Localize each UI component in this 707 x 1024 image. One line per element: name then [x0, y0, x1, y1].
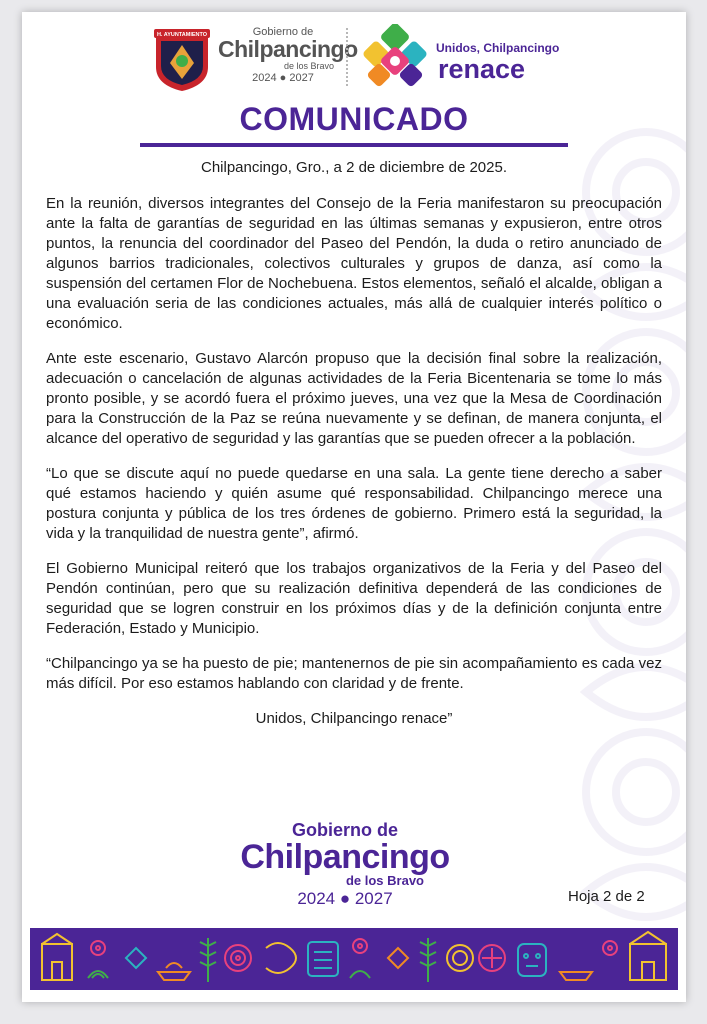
paragraph: “Lo que se discute aquí no puede quedarse en una sala. La gente tiene derecho a saber qué estamos haciendo y quién asume qué responsabilidad. Chilpancingo merece una postura conjunta y pública de los tres órdenes de gobierno. Primero está la seguridad, la vida y la tranquilidad de nuestra gente”, afirmó. [46, 465, 662, 542]
gov-line-4: 2024 ● 2027 [252, 72, 314, 84]
footer-government-logo [232, 820, 458, 910]
paragraph: En la reunión, diversos integrantes del Consejo de la Feria manifestaron su preocupación ante la falta de garantías de seguridad en las últimas semanas y expusieron, entre otros puntos, la renuncia del coordinador del Paseo del Pendón, la duda o retiro anunciado de algunos barrios tradicionales, colectivos culturales y grupos de danza, así como la suspensión del certamen Flor de Nochebuena. Estos elementos, señaló el alcalde, obligan a una evaluación seria de las condiciones actuales, más allá de cualquier interés político o económico. [46, 195, 662, 332]
band-ornaments [30, 928, 678, 990]
footer-gov-line-4: 2024 ● 2027 [297, 889, 393, 908]
paragraph: “Chilpancingo ya se ha puesto de pie; mantenernos de pie sin acompañamiento es cada vez más difícil. Por eso estamos hablando con claridad y de frente. [46, 655, 662, 692]
svg-text:H. AYUNTAMIENTO: H. AYUNTAMIENTO [156, 32, 208, 38]
page-number: Hoja 2 de 2 [568, 888, 645, 905]
gov-line-2: Chilpancingo [218, 36, 358, 62]
header-divider [346, 28, 348, 86]
renace-logo-text [436, 42, 559, 83]
document-body [46, 158, 662, 729]
cultural-pattern-band [30, 928, 678, 990]
footer-gov-line-1: Gobierno de [291, 820, 398, 840]
document-page [22, 12, 686, 1002]
closing-slogan: Unidos, Chilpancingo renace” [255, 710, 453, 727]
coat-of-arms-seal-icon [150, 23, 214, 93]
gov-line-3: de los Bravo [283, 61, 334, 71]
document-title: COMUNICADO [239, 101, 469, 137]
title-underline [140, 143, 568, 147]
renace-mosaic-logo-icon [360, 24, 432, 92]
renace-line-1: Unidos, Chilpancingo [436, 41, 560, 55]
paragraph: Ante este escenario, Gustavo Alarcón propuso que la decisión final sobre la realización, adecuación o cancelación de algunas actividades de la Feria Bicentenaria se tome lo más pronto posible, y se acordó fuera el próximo jueves, una vez que la Mesa de Coordinación para la Construcción de la Paz se reúna nuevamente y se definan, de manera conjunta, el alcance del operativo de seguridad y las garantías que se pueden ofrecer a la población. [46, 350, 662, 447]
paragraph: El Gobierno Municipal reiteró que los trabajos organizativos de la Feria y del Paseo del Pendón continúan, pero que su realización definitiva dependerá de las condiciones de seguridad que se logren construir en los próximos días y de la definición conjunta entre Federación, Estado y Municipio. [46, 560, 662, 637]
footer-gov-line-2: Chilpancingo [240, 838, 450, 876]
letterhead [22, 12, 686, 97]
document-date: Chilpancingo, Gro., a 2 de diciembre de 2025. [200, 159, 508, 176]
footer-gov-line-3: de los Bravo [345, 873, 424, 888]
gov-line-1: Gobierno de [252, 26, 314, 38]
renace-line-2: renace [438, 54, 526, 84]
government-logo-text [218, 26, 358, 85]
